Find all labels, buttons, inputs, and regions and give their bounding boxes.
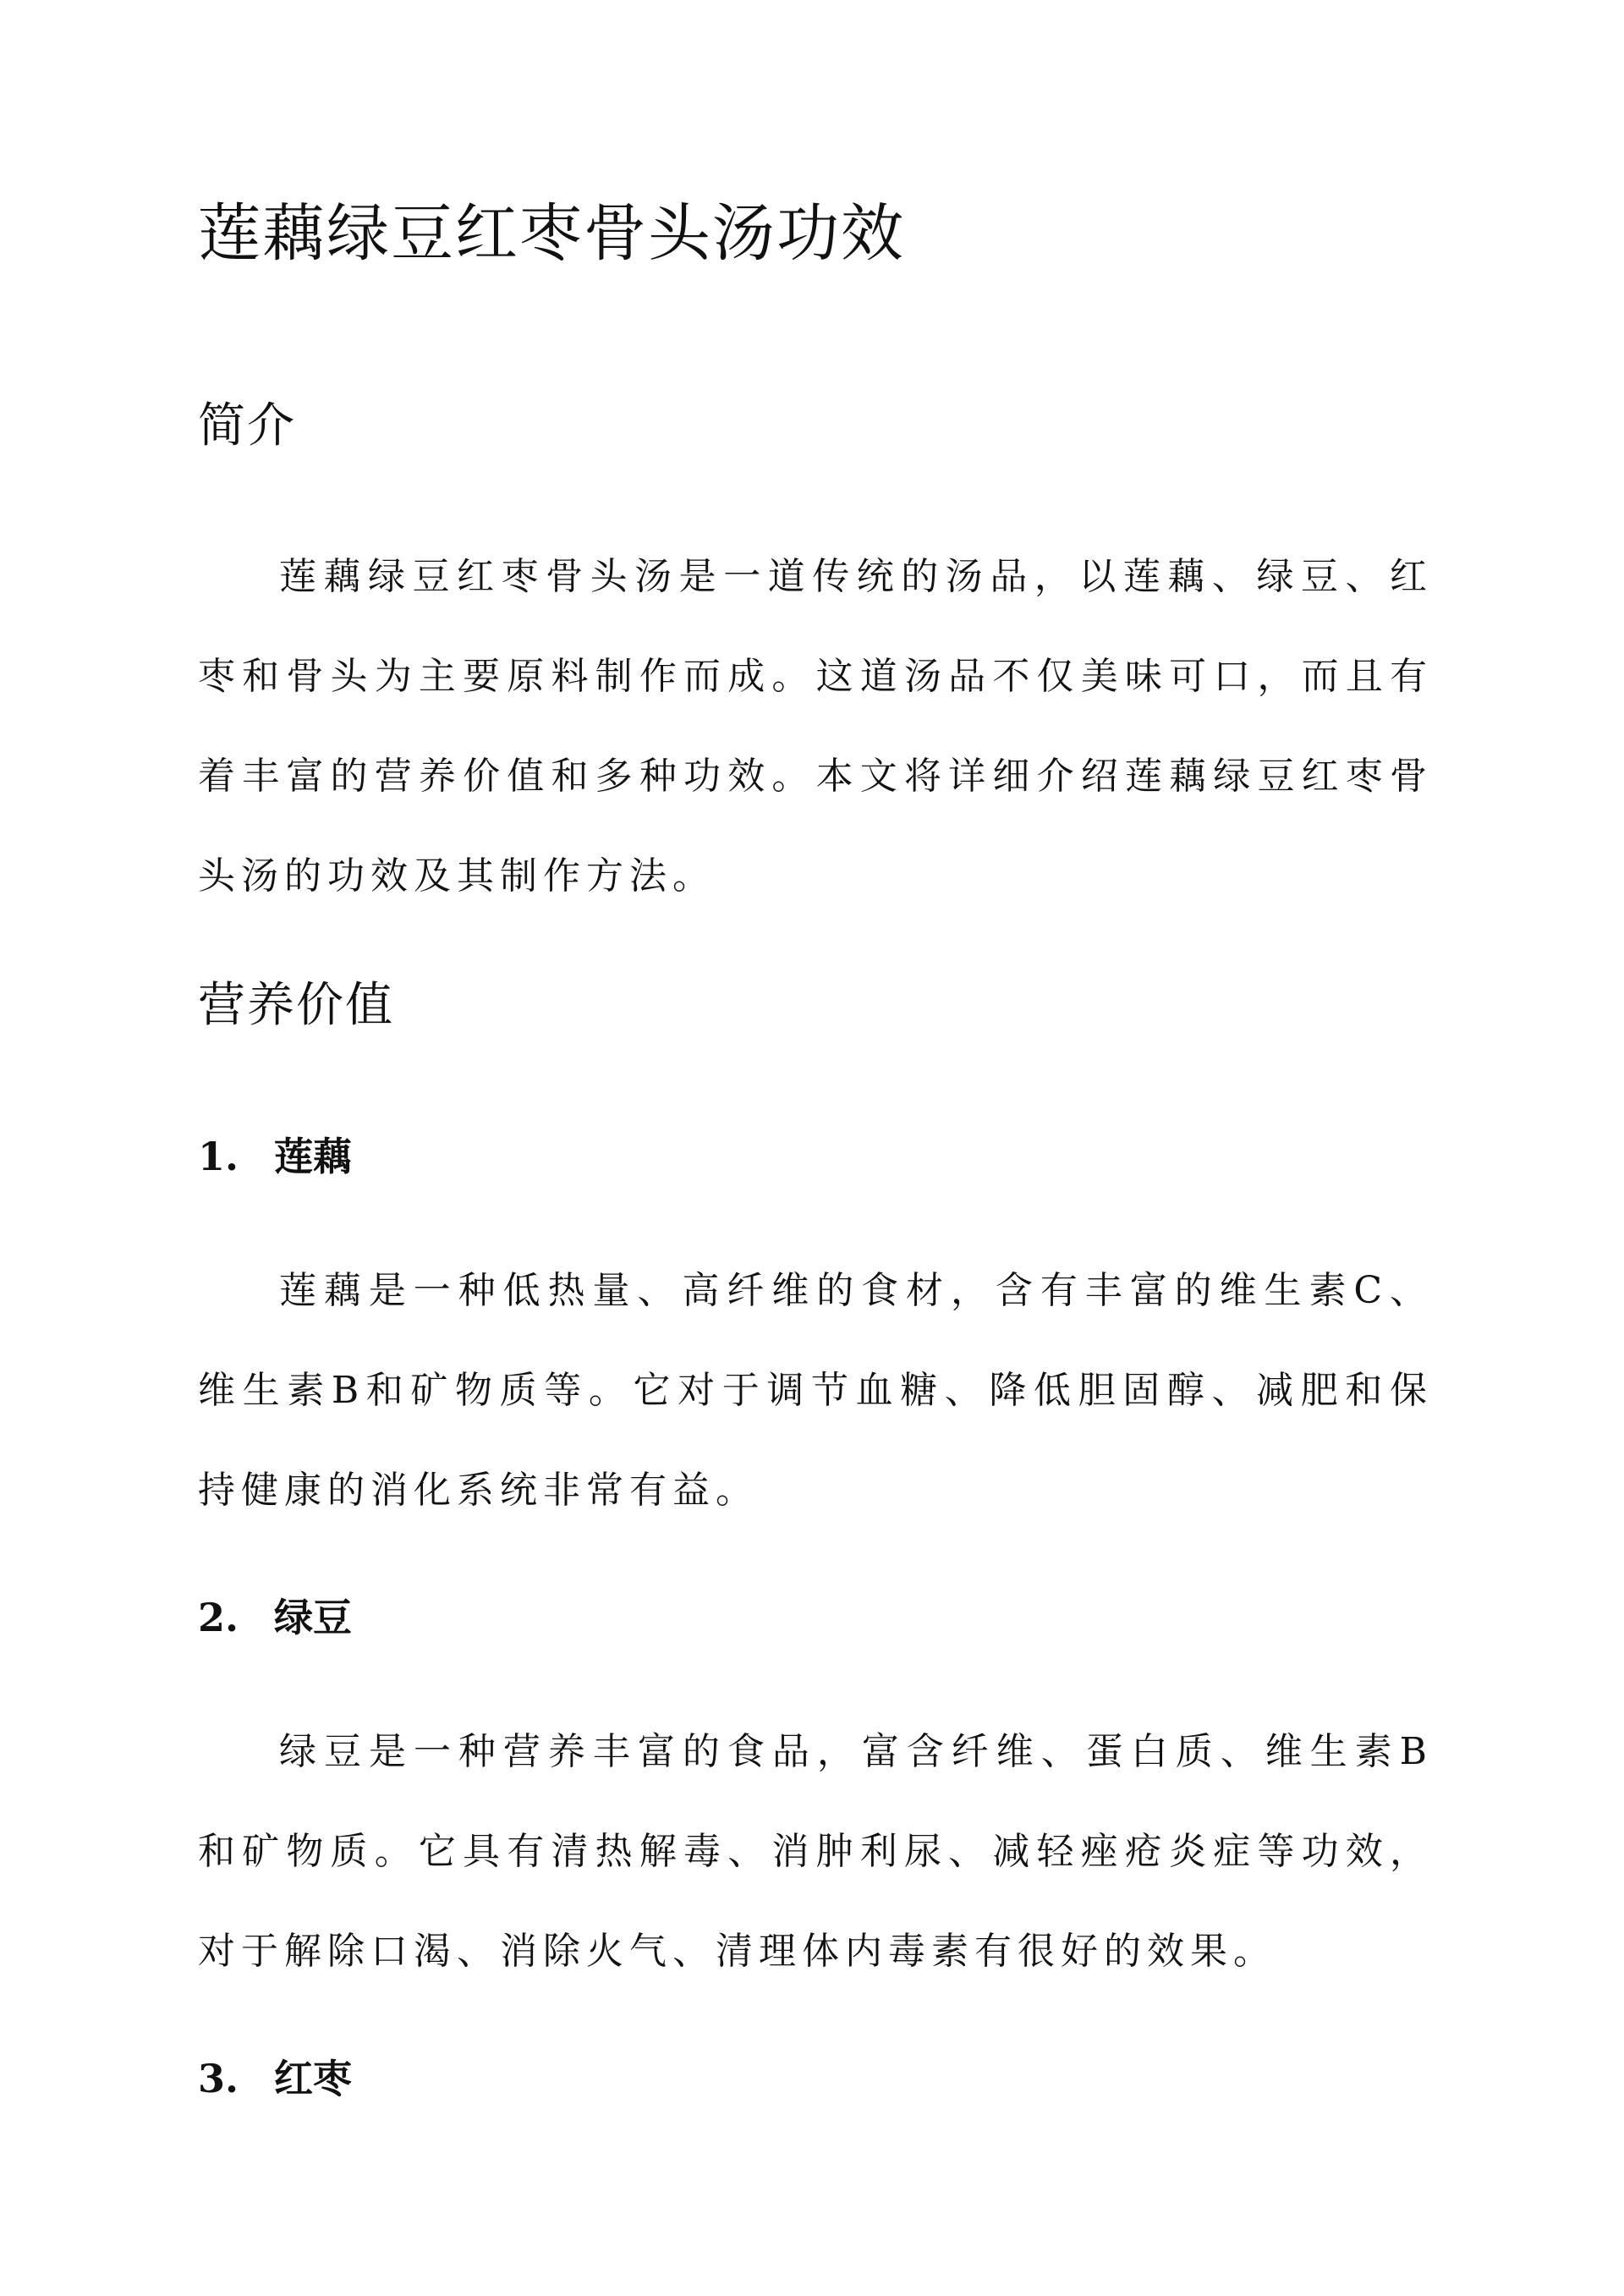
mung-bean-title: 绿豆 xyxy=(274,1595,352,1640)
lotus-root-title: 莲藕 xyxy=(274,1134,352,1179)
lotus-root-heading xyxy=(198,1134,352,1180)
red-date-heading xyxy=(198,2056,352,2102)
mung-bean-heading xyxy=(198,1595,352,1641)
lotus-root-paragraph: 莲藕是一种低热量、高纤维的食材，含有丰富的维生素C、维生素B和矿物质等。它对于调节血糖、降低胆固醇、减肥和保持健康的消化系统非常有益。 xyxy=(198,1269,1433,1512)
lotus-root-number: 1. xyxy=(198,1134,239,1179)
mung-bean-number: 2. xyxy=(198,1595,239,1640)
nutrition-heading: 营养价值 xyxy=(198,978,394,1033)
red-date-title: 红枣 xyxy=(274,2056,352,2101)
document-title: 莲藕绿豆红枣骨头汤功效 xyxy=(198,197,905,270)
mung-bean-paragraph: 绿豆是一种营养丰富的食品，富含纤维、蛋白质、维生素B和矿物质。它具有清热解毒、消肿利尿、减轻痤疮炎症等功效，对于解除口渴、消除火气、清理体内毒素有很好的效果。 xyxy=(198,1730,1433,1973)
red-date-number: 3. xyxy=(198,2056,239,2101)
intro-paragraph: 莲藕绿豆红枣骨头汤是一道传统的汤品，以莲藕、绿豆、红枣和骨头为主要原料制作而成。这道汤品不仅美味可口，而且有着丰富的营养价值和多种功效。本文将详细介绍莲藕绿豆红枣骨头汤的功效及其制作方法。 xyxy=(198,555,1433,898)
intro-heading: 简介 xyxy=(198,398,296,453)
